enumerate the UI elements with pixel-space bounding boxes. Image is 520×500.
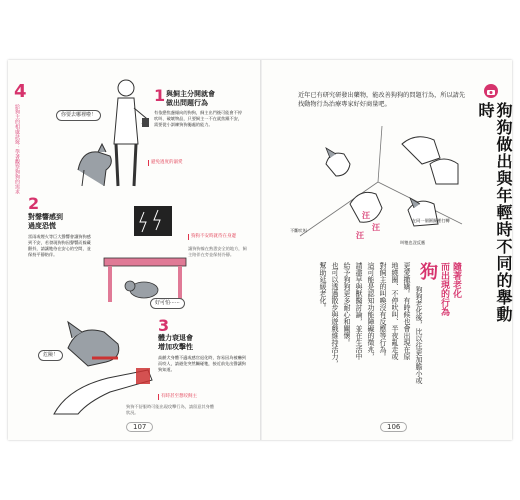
left-page (8, 60, 260, 440)
body-col-3: 地繞圈、不停吠叫、半夜亂走或 (391, 262, 399, 360)
section2-body: 雷雨或煙火等巨大聲響會讓狗狗感到不安，若發現狗狗因聲響而躲藏顫抖，請讓牠待在安心的空間，並保持平靜陪伴。 (28, 234, 91, 257)
section2-callout-note: 讓狗狗躲在熟悉安全的地方，飼主陪伴在旁並保持冷靜。 (188, 246, 247, 257)
body-col-9: 幫助延緩老化。 (319, 262, 327, 311)
subtitle-line1: 隨著老化 (451, 262, 461, 298)
section1-body: 有依戀焦慮傾向的狗狗，飼主出門後可能會不停吠叫、破壞物品，只要飼主一不在就焦躁不安，需要從小訓練狗狗獨處的能力。 (154, 110, 242, 127)
section2-title-line1: 對聲響感到 (28, 213, 63, 221)
section2-speech-bubble: 好可怕⋯⋯ (150, 298, 185, 309)
aggressive-dog-illustration (48, 318, 158, 416)
right-page-number: 106 (380, 422, 407, 432)
body-col-1: 狗狗老化後，比以往更加膽小或 (415, 286, 423, 384)
owner-leaving-illustration (68, 74, 152, 192)
section1-speech-bubble: 你要去哪裡啦！ (56, 110, 101, 121)
camera-icon (484, 84, 498, 98)
section1-title-line2: 做出問題行為 (166, 99, 208, 107)
section1-number: 1 (154, 86, 166, 105)
body-col-6: 請盡早與獸醫討論，並在生活中 (355, 262, 363, 360)
label-howl: 不斷吠叫 (290, 228, 307, 233)
body-col-7: 給予狗狗更多耐心和關懷。 (343, 262, 351, 346)
section2-callout: 狗狗不安時就待在身邊 (188, 234, 236, 240)
left-page-number: 107 (126, 422, 153, 432)
body-big-char: 狗 (417, 262, 438, 280)
section3-speech-bubble: 危險！ (38, 350, 63, 361)
right-page (262, 60, 512, 440)
section2-number: 2 (28, 194, 40, 213)
section2-title-line2: 過度恐慌 (28, 222, 56, 230)
section1-callout: 避免過度的溺愛 (148, 160, 183, 166)
sound-effect-1: 汪 (362, 211, 370, 220)
body-col-5: 這可能是認知功能障礙的徵兆， (367, 262, 375, 360)
section3-body: 高齡犬身體不適或感官退化時，容易因為被嚇到而咬人，請避免突然觸碰牠，接近前先出聲讓狗狗知道。 (158, 355, 246, 372)
storm-window-illustration (100, 202, 190, 304)
body-col-8: 也可以透過散步與遊戲維持活力， (331, 262, 339, 367)
section3-title-line2: 增加攻擊性 (158, 343, 193, 351)
page-title: 狗狗做出與年輕時不同的舉動時 (476, 102, 513, 323)
label-circling: 在同一個圓圈裡打轉 (412, 218, 450, 223)
chapter-side-caption: 給狗主的相處訣竅：學著觀察狗狗的需求 (14, 104, 20, 194)
body-col-4: 對飼主的叫喚沒有反應等行為。 (379, 262, 387, 360)
subtitle-line2: 而出現的行為 (439, 262, 449, 316)
sound-effect-3: 汪 (356, 231, 364, 240)
intro-paragraph: 近年已有研究研發出藥物，能改善狗狗的問題行為，所以請先找動物行為治療專家好好商量吧。 (298, 92, 466, 108)
section3-callout: 有時甚至想咬飼主 (158, 394, 197, 400)
body-col-2: 更愛撒嬌。有時候也會出現在原 (403, 262, 411, 360)
section3-title-line1: 體力衰退會 (158, 334, 193, 342)
label-ignore: 叫牠也沒反應 (400, 240, 426, 245)
chapter-number: 4 (14, 81, 27, 102)
section1-title-line1: 與飼主分開就會 (166, 90, 215, 98)
sound-effect-2: 汪 (372, 223, 380, 232)
book-spread (8, 60, 512, 440)
section3-number: 3 (158, 316, 170, 335)
section3-callout-note: 狗狗不舒服時可能出現攻擊行為，請留意其身體狀況。 (126, 404, 214, 415)
